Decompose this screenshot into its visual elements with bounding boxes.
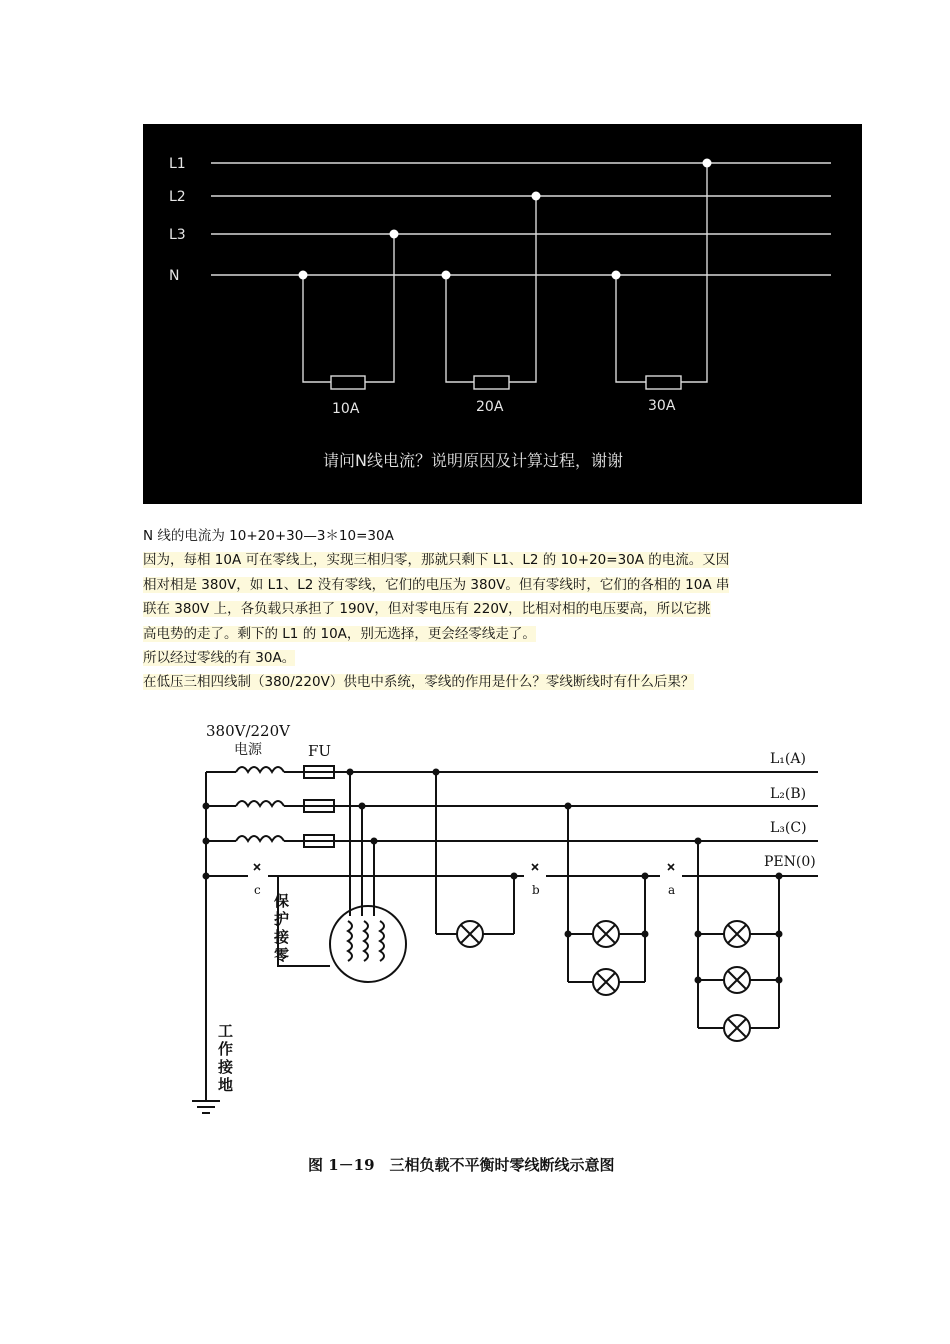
junction-dot: [433, 769, 440, 776]
junction-dot: [203, 803, 210, 810]
ground-label-2: 作: [218, 1040, 234, 1058]
answer-line-text: 相对相是 380V，如 L1、L2 没有零线，它们的电压为 380V。但有零线时，它们的各相的 10A 串: [143, 576, 730, 593]
load1-resistor: [331, 376, 365, 389]
line-label-c: L₃(C): [770, 820, 807, 836]
motor-winding: [364, 921, 368, 961]
answer-line-text: 所以经过零线的有 30A。: [143, 650, 296, 667]
figure-caption: 图 1－19 三相负载不平衡时零线断线示意图: [308, 1156, 615, 1174]
break-mark-a: [668, 864, 674, 870]
load1-right-wire: [365, 234, 394, 382]
source-coil-b: [236, 801, 284, 806]
ground-label-4: 地: [218, 1076, 234, 1094]
fuse-label: FU: [308, 742, 332, 760]
protect-label-2: 护: [274, 910, 290, 928]
junction-dot: [776, 931, 783, 938]
load1-label: 10A: [332, 401, 360, 417]
ground-label-1: 工: [218, 1022, 234, 1040]
load3-left-wire: [616, 275, 646, 382]
break-mark-b: [532, 864, 538, 870]
answer-line: [143, 524, 833, 548]
junction-dot: [776, 977, 783, 984]
ground-label-3: 接: [218, 1058, 234, 1076]
motor-winding: [348, 921, 352, 961]
junction-dot: [203, 873, 210, 880]
junction-dot: [532, 192, 541, 201]
figure-1-svg: [143, 124, 862, 504]
protect-label-1: 保: [274, 892, 290, 910]
figure-1-circuit: [143, 124, 862, 504]
junction-dot: [703, 159, 712, 168]
lamp-icon: [724, 921, 750, 947]
lamp-icon: [724, 1015, 750, 1041]
protect-label-4: 零: [274, 946, 290, 964]
question-text: 请问N线电流？说明原因及计算过程，谢谢: [323, 451, 623, 470]
junction-dot: [299, 271, 308, 280]
junction-dot: [359, 803, 366, 810]
junction-dot: [695, 931, 702, 938]
load1-left-wire: [303, 275, 331, 382]
answer-line: [143, 670, 833, 694]
answer-line: [143, 622, 833, 646]
lamp-icon: [724, 967, 750, 993]
source-coil-c: [236, 836, 284, 841]
label-n: N: [169, 268, 180, 284]
junction-dot: [695, 977, 702, 984]
voltage-label: 380V/220V: [206, 722, 290, 740]
load2-label: 20A: [476, 399, 504, 415]
junction-dot: [776, 873, 783, 880]
junction-dot: [642, 873, 649, 880]
protect-label-3: 接: [274, 928, 290, 946]
junction-dot: [442, 271, 451, 280]
label-l2: L2: [169, 189, 186, 205]
break-mark-c: [254, 864, 260, 870]
break-label-b: b: [532, 883, 540, 897]
junction-dot: [347, 769, 354, 776]
line-label-pen: PEN(0): [764, 854, 816, 870]
junction-dot: [695, 838, 702, 845]
label-l1: L1: [169, 156, 186, 172]
answer-line-text: 因为，每相 10A 可在零线上，实现三相归零，那就只剩下 L1、L2 的 10+20=30A 的电流。又因: [143, 552, 730, 569]
junction-dot: [565, 931, 572, 938]
figure-2-schematic: [170, 716, 830, 1186]
motor-winding: [380, 921, 384, 961]
source-coil-a: [236, 767, 284, 772]
junction-dot: [203, 838, 210, 845]
load3-resistor: [646, 376, 681, 389]
junction-dot: [511, 873, 518, 880]
answer-line-text: 联在 380V 上，各负载只承担了 190V，但对零电压有 220V，比相对相的电压要高，所以它挑: [143, 601, 711, 618]
lamp-icon: [593, 921, 619, 947]
break-label-c: c: [254, 883, 261, 897]
load3-label: 30A: [648, 398, 676, 414]
load2-left-wire: [446, 275, 474, 382]
label-l3: L3: [169, 227, 186, 243]
answer-line: [143, 597, 833, 621]
junction-dot: [390, 230, 399, 239]
answer-line-text: N 线的电流为 10+20+30—3＊10=30A: [143, 528, 394, 544]
junction-dot: [642, 931, 649, 938]
source-label: 电源: [234, 742, 262, 758]
junction-dot: [371, 838, 378, 845]
load2-right-wire: [509, 196, 536, 382]
load2-resistor: [474, 376, 509, 389]
junction-dot: [612, 271, 621, 280]
answer-line-text: 高电势的走了。剩下的 L1 的 10A，别无选择，更会经零线走了。: [143, 625, 536, 642]
break-label-a: a: [668, 883, 676, 897]
answer-line-text: 在低压三相四线制（380/220V）供电中系统，零线的作用是什么？零线断线时有什么后果？: [143, 674, 695, 691]
lamp-icon: [593, 969, 619, 995]
answer-line: [143, 573, 833, 597]
answer-text-block: [143, 524, 833, 695]
answer-line: [143, 548, 833, 572]
lamp-icon: [457, 921, 483, 947]
line-label-b: L₂(B): [770, 786, 807, 802]
junction-dot: [565, 803, 572, 810]
answer-line: [143, 646, 833, 670]
line-label-a: L₁(A): [770, 751, 806, 767]
figure-2-svg: [170, 716, 830, 1186]
